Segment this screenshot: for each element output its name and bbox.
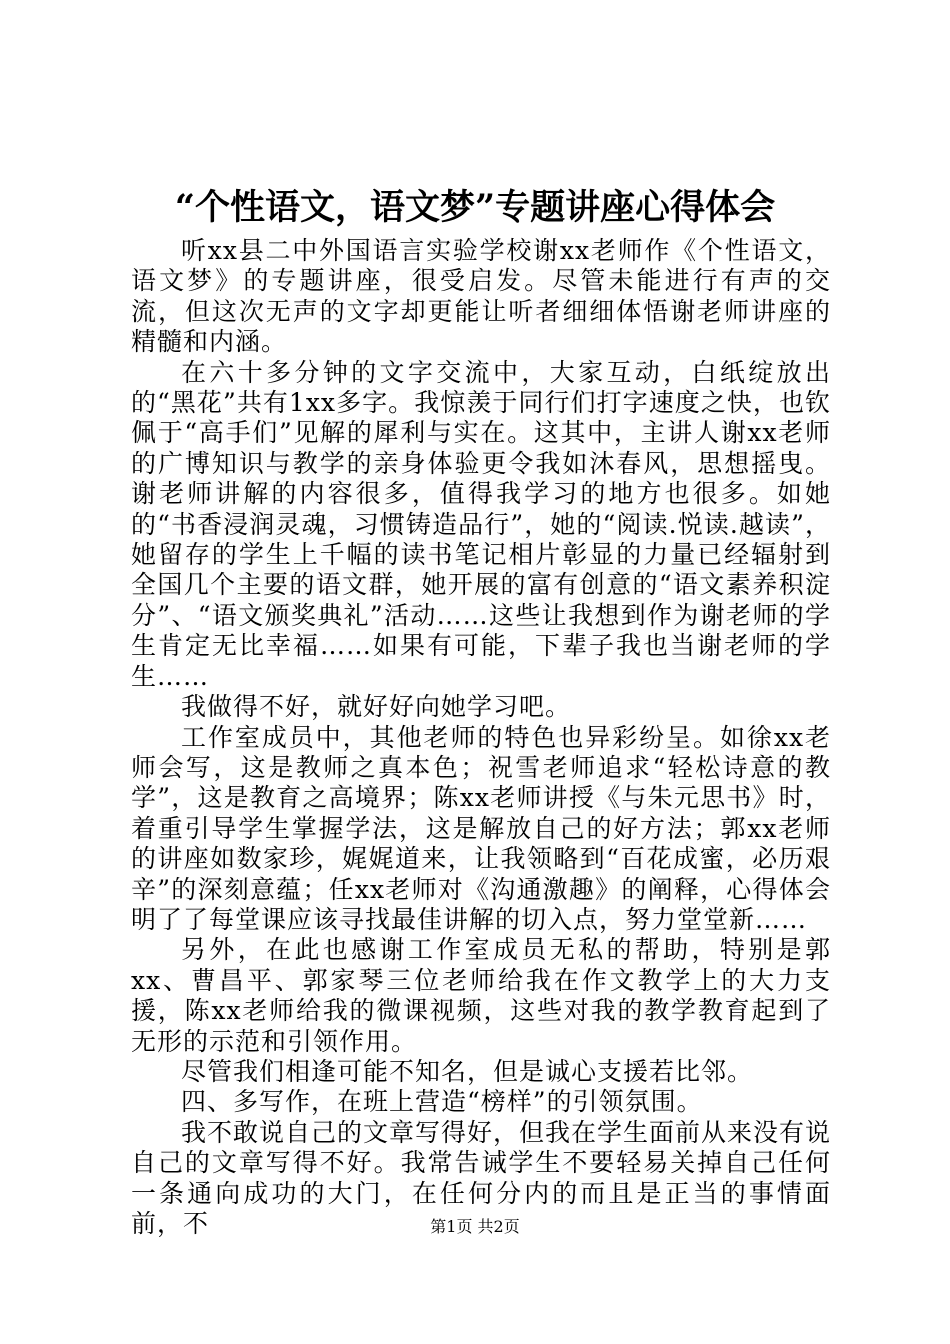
paragraph: 在六十多分钟的文字交流中，大家互动，白纸绽放出的“黑花”共有1xx多字。我惊羡于同行们打字速度之快，也钦佩于“高手们”见解的犀利与实在。这其中，主讲人谢xx老师的广博知识与教学的亲身体验更令我如沐春风，思想摇曳。谢老师讲解的内容很多，值得我学习的地方也很多。如她的“书香浸润灵魂，习惯铸造品行”，她的“阅读.悦读.越读”，她留存的学生上千幅的读书笔记相片彰显的力量已经辐射到全国几个主要的语文群，她开展的富有创意的“语文素养积淀分”、“语文颁奖典礼”活动……这些让我想到作为谢老师的学生肯定无比幸福……如果有可能，下辈子我也当谢老师的学生……: [131, 357, 831, 691]
paragraph: 我不敢说自己的文章写得好，但我在学生面前从来没有说自己的文章写得不好。我常告诫学生不要轻易关掉自己任何一条通向成功的大门，在任何分内的而且是正当的事情面前，不: [131, 1117, 832, 1238]
page-footer: 第1页 共2页: [430, 1217, 520, 1236]
paragraph: 四、多写作，在班上营造“榜样”的引领氛围。: [181, 1087, 703, 1117]
paragraph: 另外，在此也感谢工作室成员无私的帮助，特别是郭xx、曹昌平、郭家琴三位老师给我在作文教学上的大力支援，陈xx老师给我的微课视频，这些对我的教学教育起到了无形的示范和引领作用。: [131, 935, 831, 1056]
paragraph: 工作室成员中，其他老师的特色也异彩纷呈。如徐xx老师会写，这是教师之真本色；祝雪老师追求“轻松诗意的教学”，这是教育之高境界；陈xx老师讲授《与朱元思书》时，着重引导学生掌握学法，这是解放自己的好方法；郭xx老师的讲座如数家珍，娓娓道来，让我领略到“百花成蜜，必历艰辛”的深刻意蕴；任xx老师对《沟通激趣》的阐释，心得体会明了了每堂课应该寻找最佳讲解的切入点，努力堂堂新……: [131, 722, 831, 934]
paragraph: 尽管我们相逢可能不知名，但是诚心支援若比邻。: [181, 1056, 754, 1086]
document-title: “个性语文，语文梦”专题讲座心得体会: [174, 187, 776, 228]
paragraph: 听xx县二中外国语言实验学校谢xx老师作《个性语文，语文梦》的专题讲座，很受启发。尽管未能进行有声的交流，但这次无声的文字却更能让听者细细体悟谢老师讲座的精髓和内涵。: [131, 236, 831, 357]
document-body: [131, 236, 831, 1239]
paragraph: 我做得不好，就好好向她学习吧。: [181, 692, 572, 722]
